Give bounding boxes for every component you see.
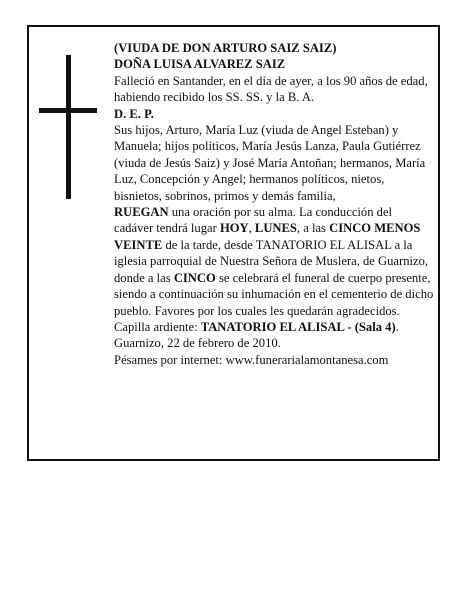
cinco-text: CINCO xyxy=(173,270,216,285)
obituary-notice xyxy=(27,25,440,461)
funeral-paragraph xyxy=(114,204,434,335)
death-announcement: Falleció en Santander, en el día de ayer, a los 90 años de edad, habiendo recibido los SS. SS. y la B. A. xyxy=(114,73,428,105)
condolences-line: Pésames por internet: www.funerarialamontanesa.com xyxy=(114,352,389,367)
lunes-text: LUNES xyxy=(254,221,297,236)
time-text: CINCO MENOS VEINTE xyxy=(114,221,421,252)
cross-horizontal-bar xyxy=(39,108,97,113)
funeral-text-4: de la tarde, desde TANATORIO EL ALISAL a la iglesia parroquial de Nuestra Señora de Muslera, de Guarnizo, donde a las xyxy=(114,237,429,285)
place-date: Guarnizo, 22 de febrero de 2010. xyxy=(114,336,281,351)
deceased-name: DOÑA LUISA ALVAREZ SAIZ xyxy=(114,57,286,72)
rip-line: D. E. P. xyxy=(114,106,154,121)
capilla-location: TANATORIO EL ALISAL - (Sala 4) xyxy=(200,319,396,334)
hoy-text: HOY xyxy=(219,221,249,236)
funeral-text-5: se celebrará el funeral de cuerpo presente, siendo a continuación su inhumación en el cementerio de dicho pueblo. Favores por los cuales les quedarán agradecidos. Capilla ardiente: xyxy=(114,270,434,334)
funeral-text-1: una oración por su alma. La conducción del cadáver tendrá lugar xyxy=(114,205,393,236)
cross-icon xyxy=(39,55,97,201)
funeral-text-2: , xyxy=(248,221,255,236)
widow-of-line: (VIUDA DE DON ARTURO SAIZ SAIZ) xyxy=(114,41,337,55)
ruegan-text: RUEGAN xyxy=(114,205,169,220)
notice-body xyxy=(114,40,434,368)
cross-vertical-bar xyxy=(66,55,71,199)
funeral-text-6: . xyxy=(395,319,399,334)
funeral-text-3: , a las xyxy=(296,221,330,236)
family-paragraph: Sus hijos, Arturo, María Luz (viuda de Angel Esteban) y Manuela; hijos políticos, María Jesús Lanza, Paula Gutiérrez (viuda de Jesús Saiz) y José María Antoñan; hermanos, María Luz, Concepción y Angel; hermanos políticos, nietos, bisnietos, sobrinos, primos y demás familia, xyxy=(114,123,426,203)
